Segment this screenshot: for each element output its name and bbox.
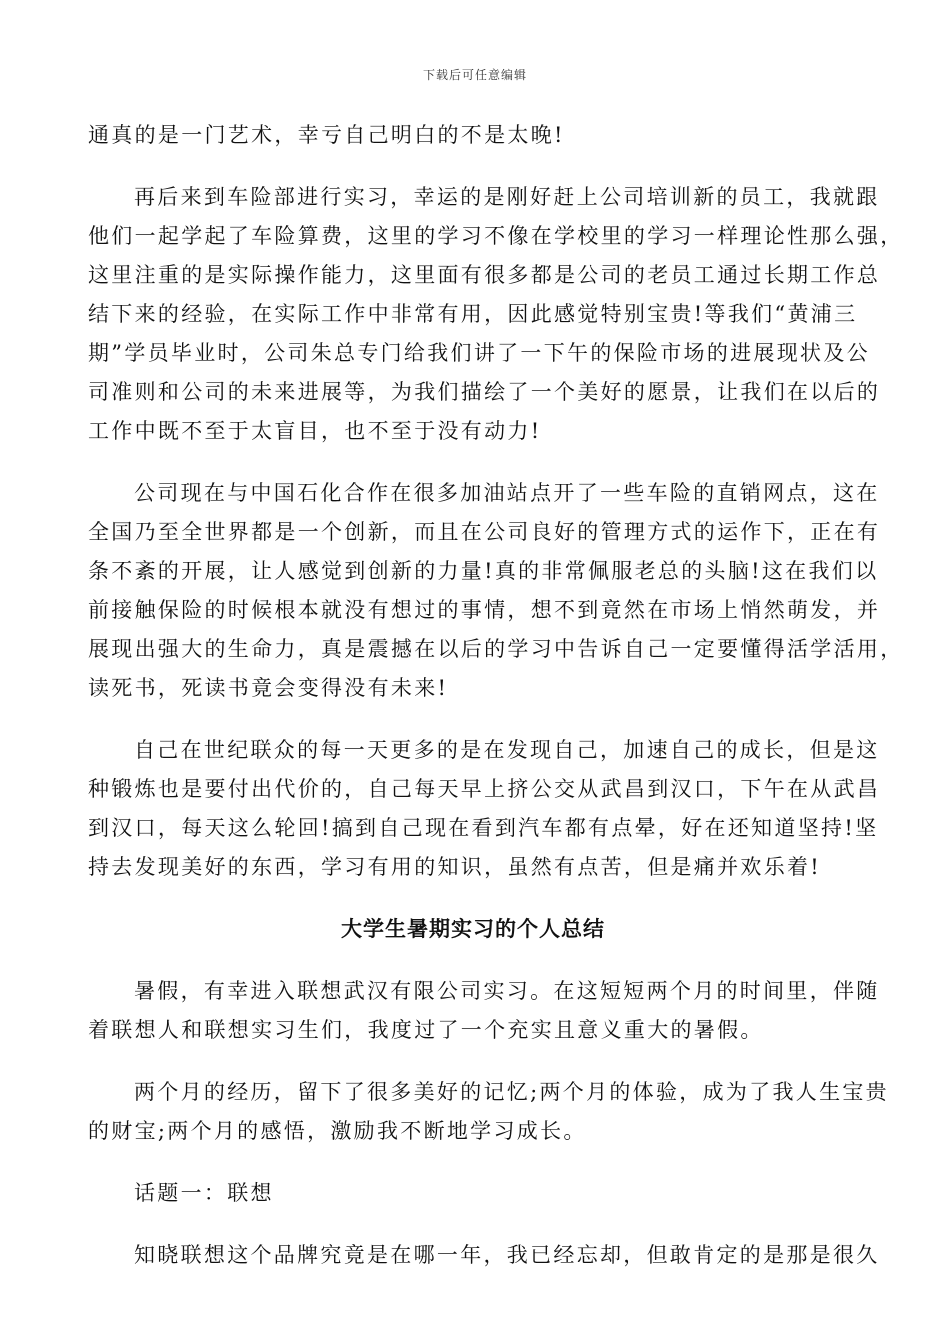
text-line: 着联想人和联想实习生们，我度过了一个充实且意义重大的暑假。	[88, 1018, 764, 1042]
text-line: 读死书，死读书竟会变得没有未来!	[88, 676, 449, 700]
text-line: 展现出强大的生命力，真是震撼在以后的学习中告诉自己一定要懂得活学活用，	[88, 637, 904, 661]
text-line: 公司现在与中国石化合作在很多加油站点开了一些车险的直销网点，这在	[134, 481, 880, 505]
text-line: 暑假，有幸进入联想武汉有限公司实习。在这短短两个月的时间里，伴随	[134, 979, 880, 1003]
text-line: 两个月的经历，留下了很多美好的记忆;两个月的体验，成为了我人生宝贵	[134, 1080, 889, 1104]
text-line: 全国乃至全世界都是一个创新，而且在公司良好的管理方式的运作下，正在有	[88, 520, 881, 544]
paragraph-3	[88, 474, 904, 708]
section-title: 大学生暑期实习的个人总结	[341, 917, 605, 941]
text-line: 期”学员毕业时，公司朱总专门给我们讲了一下午的保险市场的进展现状及公	[88, 341, 870, 365]
topic-heading: 话题一：联想	[134, 1181, 274, 1205]
paragraph-2	[88, 178, 904, 451]
text-line: 知晓联想这个品牌究竟是在哪一年，我已经忘却，但敢肯定的是那是很久	[134, 1243, 880, 1267]
text-line: 到汉口，每天这么轮回!搞到自己现在看到汽车都有点晕，好在还知道坚持!坚	[88, 816, 879, 840]
text-line: 他们一起学起了车险算费，这里的学习不像在学校里的学习一样理论性那么强，	[88, 224, 904, 248]
paragraph-1	[88, 116, 858, 155]
page-header-note: 下载后可任意编辑	[422, 68, 527, 82]
text-line: 前接触保险的时候根本就没有想过的事情，想不到竟然在市场上悄然萌发，并	[88, 598, 881, 622]
paragraph-8	[88, 1236, 880, 1275]
text-line: 自己在世纪联众的每一天更多的是在发现自己，加速自己的成长，但是这	[134, 738, 880, 762]
paragraph-7	[88, 1174, 858, 1213]
text-line: 司准则和公司的未来进展等，为我们描绘了一个美好的愿景，让我们在以后的	[88, 380, 881, 404]
document-body	[88, 116, 904, 1275]
text-line: 种锻炼也是要付出代价的，自己每天早上挤公交从武昌到汉口，下午在从武昌	[88, 777, 881, 801]
paragraph-5	[88, 972, 880, 1050]
paragraph-6	[88, 1073, 889, 1151]
text-line: 通真的是一门艺术，幸亏自己明白的不是太晚!	[88, 123, 565, 147]
text-line: 持去发现美好的东西，学习有用的知识，虽然有点苦，但是痛并欢乐着!	[88, 855, 822, 879]
text-line: 再后来到车险部进行实习，幸运的是刚好赶上公司培训新的员工，我就跟	[134, 185, 880, 209]
text-line: 的财宝;两个月的感悟，激励我不断地学习成长。	[88, 1119, 587, 1143]
text-line: 条不紊的开展，让人感觉到创新的力量!真的非常佩服老总的头脑!这在我们以	[88, 559, 879, 583]
text-line: 结下来的经验，在实际工作中非常有用，因此感觉特别宝贵!等我们“黄浦三	[88, 302, 858, 326]
paragraph-4	[88, 731, 881, 887]
text-line: 这里注重的是实际操作能力，这里面有很多都是公司的老员工通过长期工作总	[88, 263, 881, 287]
text-line: 工作中既不至于太盲目，也不至于没有动力!	[88, 419, 542, 443]
